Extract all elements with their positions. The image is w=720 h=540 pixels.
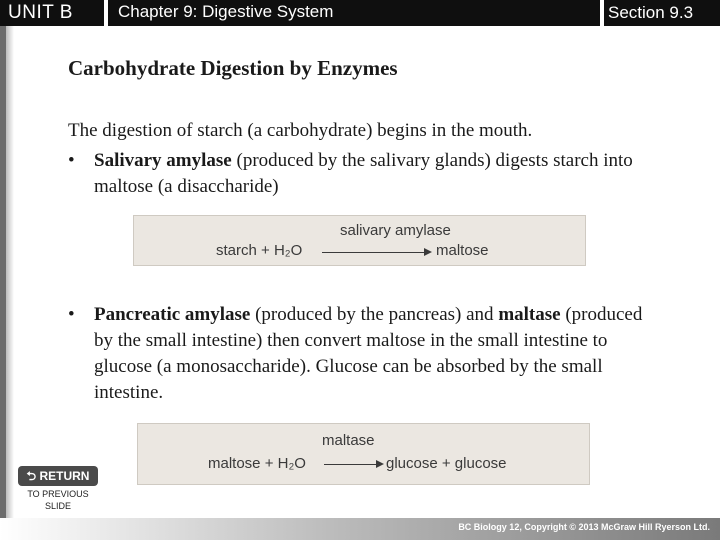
bullet-pancreatic-mid: (produced by the pancreas) and xyxy=(250,304,499,325)
term-salivary-amylase: Salivary amylase xyxy=(94,150,232,171)
bullet-pancreatic-rest: (produced by the small intestine) then convert maltose in the small intestine to glucose (a monosaccharide). Glucose can be absorbed by the small intestine. xyxy=(94,304,643,403)
term-pancreatic-amylase: Pancreatic amylase xyxy=(94,304,251,325)
footer-bar xyxy=(0,518,720,540)
intro-text: The digestion of starch (a carbohydrate) begins in the mouth. xyxy=(68,120,533,141)
bullet-pancreatic-text xyxy=(94,302,654,406)
equation-enzyme: salivary amylase xyxy=(340,222,451,239)
reaction-arrow-head xyxy=(424,248,432,256)
equation-products: maltose xyxy=(436,242,489,259)
chapter-label: Chapter 9: Digestive System xyxy=(108,0,600,26)
equation-reactants: starch + H₂O xyxy=(216,242,303,259)
left-decor-stripe-dark xyxy=(0,26,6,518)
section-label: Section 9.3 xyxy=(604,0,720,26)
copyright-text: BC Biology 12, Copyright © 2013 McGraw Hill Ryerson Ltd. xyxy=(458,522,710,532)
equation-maltase xyxy=(137,423,590,485)
return-arrow-icon: ⮌ xyxy=(26,469,40,483)
bullet-salivary-text xyxy=(94,148,654,200)
reaction-arrow-line xyxy=(322,252,424,253)
equation-salivary xyxy=(133,215,586,266)
reaction-arrow-line xyxy=(324,464,376,465)
unit-label: UNIT B xyxy=(0,0,104,26)
slide-title: Carbohydrate Digestion by Enzymes xyxy=(68,56,398,80)
return-button[interactable] xyxy=(18,466,98,486)
bullet-salivary-rest: (produced by the salivary glands) digests starch into maltose (a disaccharide) xyxy=(94,150,633,197)
return-subtext: TO PREVIOUS SLIDE xyxy=(27,489,89,511)
equation-reactants: maltose + H₂O xyxy=(208,455,306,472)
equation-products: glucose + glucose xyxy=(386,455,507,472)
equation-enzyme: maltase xyxy=(322,432,375,449)
bullet-dot: • xyxy=(68,304,75,325)
term-maltase: maltase xyxy=(498,304,561,325)
bullet-dot: • xyxy=(68,150,75,171)
return-label: RETURN xyxy=(39,469,90,483)
header-bar xyxy=(0,0,720,26)
reaction-arrow-head xyxy=(376,460,384,468)
